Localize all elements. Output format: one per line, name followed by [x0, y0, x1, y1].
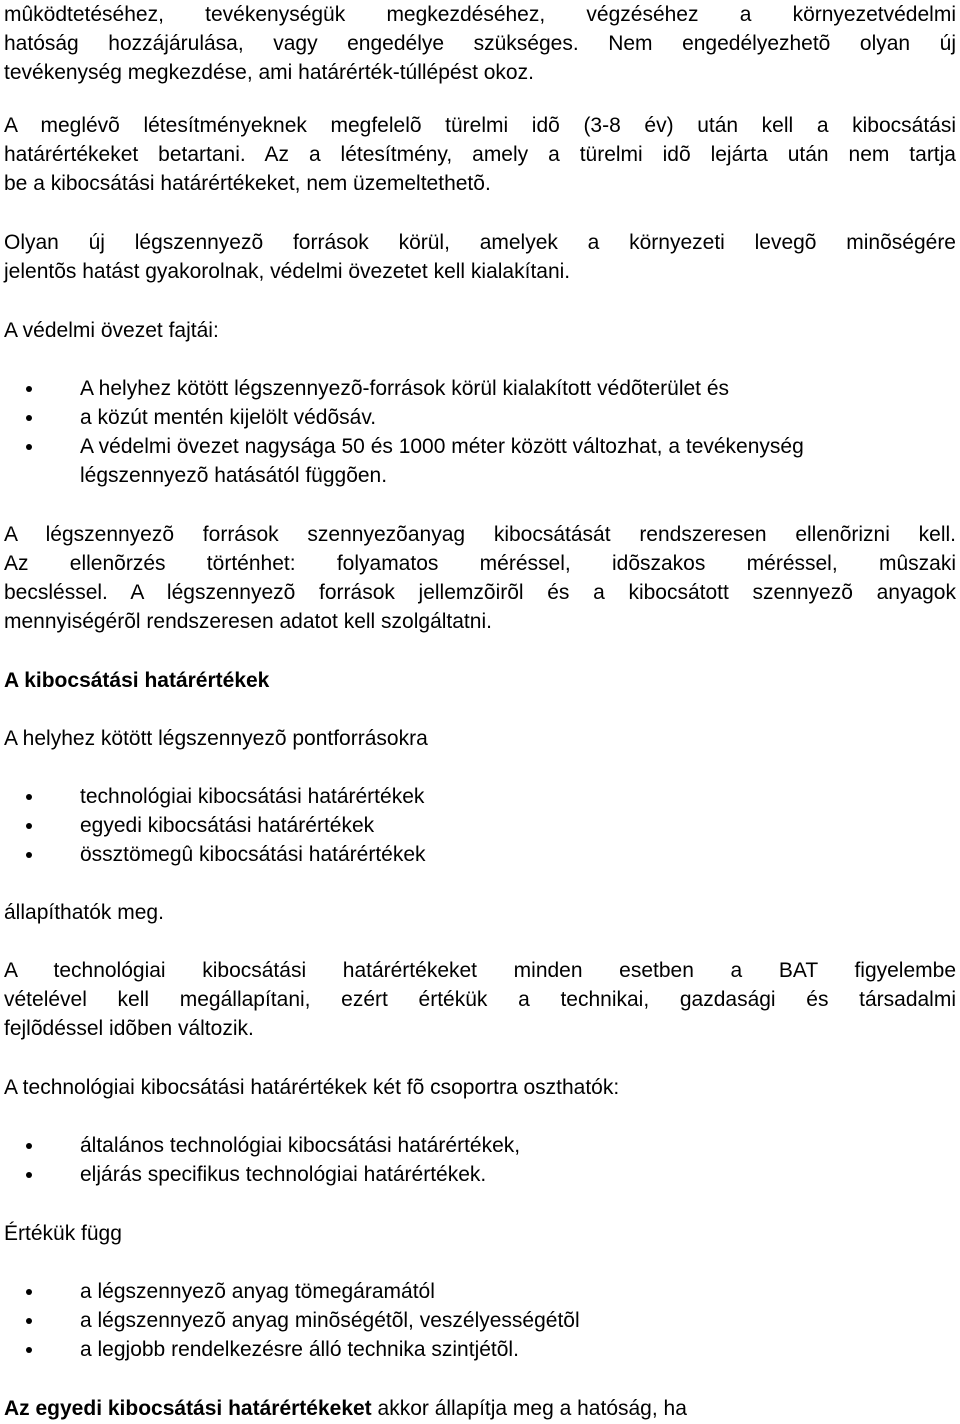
- paragraph-established: [4, 898, 956, 927]
- paragraph-depends-on: [4, 1219, 956, 1248]
- paragraph-individual-limits: [4, 1394, 956, 1423]
- list-item: [4, 811, 956, 840]
- section-heading: [4, 666, 956, 695]
- list-item: [4, 432, 956, 461]
- bullet-icon: [26, 1318, 32, 1324]
- bullet-icon: [26, 1172, 32, 1178]
- list-dependencies: [4, 1277, 956, 1364]
- bold-phrase: Az egyedi kibocsátási határértékeket: [4, 1397, 372, 1420]
- list-item-text: egyedi kibocsátási határértékek: [80, 814, 375, 837]
- text-line: mûködtetéséhez, tevékenységük megkezdéséhez, végzéséhez a környezetvédelmi: [4, 3, 956, 26]
- bullet-icon: [26, 823, 32, 829]
- bullet-icon: [26, 415, 32, 421]
- text-line: A meglévõ létesítményeknek megfelelõ türelmi idõ (3-8 év) után kell a kibocsátási: [4, 114, 956, 137]
- list-item-text: össztömegû kibocsátási határértékek: [80, 843, 426, 866]
- text-line: be a kibocsátási határértékeket, nem üzemeltethetõ.: [4, 172, 491, 195]
- list-item: [4, 1277, 956, 1306]
- text-line: határértékeket betartani. Az a létesítmény, amely a türelmi idõ lejárta után nem tartja: [4, 143, 956, 166]
- list-item-text: a légszennyezõ anyag minõségétõl, veszélyességétõl: [80, 1309, 580, 1332]
- list-limit-types: [4, 782, 956, 869]
- paragraph-protection-zone: [4, 228, 956, 286]
- text-line: vételével kell megállapítani, ezért értékük a technikai, gazdasági és társadalmi: [4, 988, 956, 1011]
- text-line: hatóság hozzájárulása, vagy engedélye szükséges. Nem engedélyezhetõ olyan új: [4, 32, 956, 55]
- bullet-icon: [26, 1143, 32, 1149]
- list-item: [4, 1306, 956, 1335]
- bullet-icon: [26, 852, 32, 858]
- text-line: A technológiai kibocsátási határértékeket minden esetben a BAT figyelembe: [4, 959, 956, 982]
- text-line: A légszennyezõ források szennyezõanyag kibocsátását rendszeresen ellenõrizni kell.: [4, 523, 956, 546]
- paragraph-zone-types: [4, 316, 956, 345]
- text-line: Olyan új légszennyezõ források körül, amelyek a környezeti levegõ minõségére: [4, 231, 956, 254]
- list-item-text: A helyhez kötött légszennyezõ-források körül kialakított védõterület és: [80, 377, 730, 400]
- list-item-text: a legjobb rendelkezésre álló technika szintjétõl.: [80, 1338, 519, 1361]
- list-item-text: légszennyezõ hatásától függõen.: [80, 464, 388, 487]
- list-item-text: a közút mentén kijelölt védõsáv.: [80, 406, 377, 429]
- list-item-text: a légszennyezõ anyag tömegáramától: [80, 1280, 435, 1303]
- text-line: Az ellenõrzés történhet: folyamatos méréssel, idõszakos méréssel, mûszaki: [4, 552, 956, 575]
- text-line: tevékenység megkezdése, ami határérték-túllépést okoz.: [4, 61, 534, 84]
- text-line: Értékük függ: [4, 1222, 122, 1245]
- list-item-text: technológiai kibocsátási határértékek: [80, 785, 425, 808]
- list-item: [4, 1160, 956, 1189]
- paragraph-two-groups: [4, 1073, 956, 1102]
- list-item: [4, 840, 956, 869]
- text-line: A technológiai kibocsátási határértékek két fõ csoportra oszthatók:: [4, 1076, 620, 1099]
- list-item: [4, 403, 956, 432]
- text-rest: akkor állapítja meg a hatóság, ha: [371, 1397, 687, 1420]
- bullet-icon: [26, 444, 32, 450]
- list-item-text: A védelmi övezet nagysága 50 és 1000 méter között változhat, a tevékenység: [80, 435, 804, 458]
- text-line: fejlõdéssel idõben változik.: [4, 1017, 254, 1040]
- text-line: állapíthatók meg.: [4, 901, 164, 924]
- text-line: A védelmi övezet fajtái:: [4, 319, 219, 342]
- list-technology-groups: [4, 1131, 956, 1189]
- bullet-icon: [26, 1347, 32, 1353]
- bullet-icon: [26, 1289, 32, 1295]
- bullet-icon: [26, 794, 32, 800]
- heading-text: A kibocsátási határértékek: [4, 669, 270, 692]
- text-line: becsléssel. A légszennyezõ források jellemzõirõl és a kibocsátott szennyezõ anyagok: [4, 581, 956, 604]
- text-line: jelentõs hatást gyakorolnak, védelmi övezetet kell kialakítani.: [4, 260, 571, 283]
- paragraph-bat: [4, 956, 956, 1043]
- list-item-text: általános technológiai kibocsátási határértékek,: [80, 1134, 521, 1157]
- list-zone-types: [4, 374, 956, 490]
- bullet-icon: [26, 386, 32, 392]
- text-line: A helyhez kötött légszennyezõ pontforrásokra: [4, 727, 428, 750]
- paragraph-point-sources: [4, 724, 956, 753]
- list-item-text: eljárás specifikus technológiai határértékek.: [80, 1163, 487, 1186]
- paragraph-monitoring: [4, 520, 956, 636]
- paragraph-grace-period: [4, 111, 956, 198]
- list-item: [4, 1131, 956, 1160]
- text-line: [4, 1394, 956, 1423]
- list-item-continuation: [4, 461, 956, 490]
- paragraph-permit: [4, 0, 956, 87]
- list-item: [4, 1335, 956, 1364]
- list-item: [4, 782, 956, 811]
- list-item: [4, 374, 956, 403]
- text-line: mennyiségérõl rendszeresen adatot kell szolgáltatni.: [4, 610, 492, 633]
